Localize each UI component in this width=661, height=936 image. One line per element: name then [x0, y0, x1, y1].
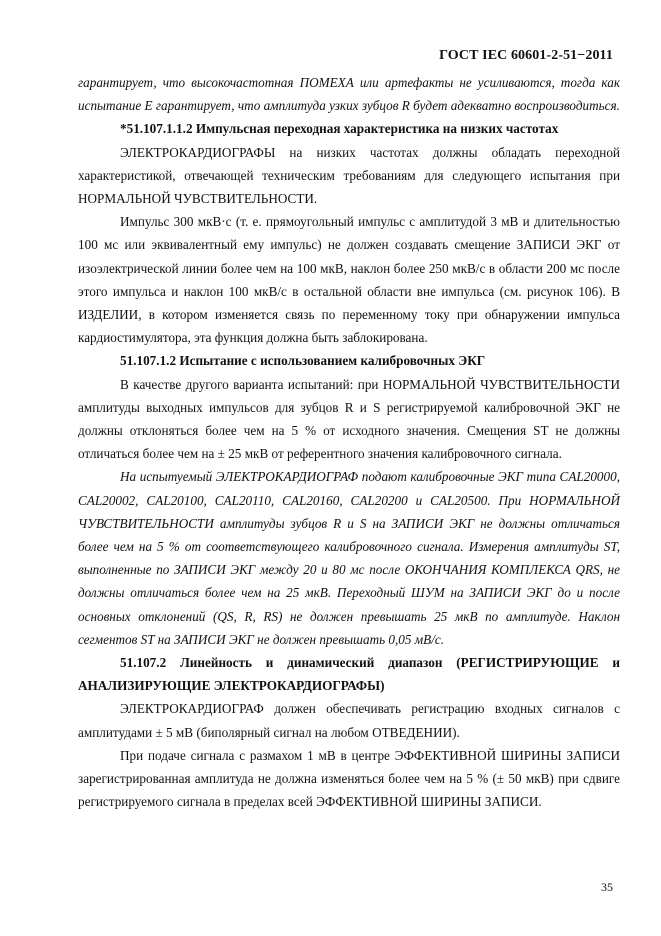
document-body [78, 71, 620, 814]
paragraph: При подаче сигнала с размахом 1 мВ в центре ЭФФЕКТИВНОЙ ШИРИНЫ ЗАПИСИ зарегистрированная амплитуда не должна изменяться более чем на 5 % (± 50 мкВ) при сдвиге регистрируемого сигнала в пределах всей ЭФФЕКТИВНОЙ ШИРИНЫ ЗАПИСИ. [78, 747, 620, 810]
paragraph: В качестве другого варианта испытаний: при НОРМАЛЬНОЙ ЧУВСТВИТЕЛЬНОСТИ амплитуды выходных импульсов для зубцов R и S регистрируемой калибровочной ЭКГ не должны отклоняться более чем на 5 % от исходного значения. Смещения ST не должны отличаться более чем на ± 25 мкВ от референтного значения калибровочного сигнала. [78, 376, 620, 462]
document-header-title: ГОСТ IEC 60601-2-51−2011 [439, 48, 613, 63]
paragraph: ЭЛЕКТРОКАРДИОГРАФ должен обеспечивать регистрацию входных сигналов с амплитудами ± 5 мВ (биполярный сигнал на любом ОТВЕДЕНИИ). [78, 701, 620, 740]
section-heading-51-107-2: 51.107.2 Линейность и динамический диапазон (РЕГИСТРИРУЮЩИЕ и АНАЛИЗИРУЮЩИЕ ЭЛЕКТРОКАРДИОГРАФЫ) [78, 655, 620, 694]
paragraph-test-method: На испытуемый ЭЛЕКТРОКАРДИОГРАФ подают калибровочные ЭКГ типа CAL20000, CAL20002, CAL20100, CAL20110, CAL20160, CAL20200 и CAL20500. При НОРМАЛЬНОЙ ЧУВСТВИТЕЛЬНОСТИ амплитуды зубцов R и S на ЗАПИСИ ЭКГ не должны отличаться более чем на 5 % от соответствующего калибровочного сигнала. Измерения амплитуды ST, выполненные по ЗАПИСИ ЭКГ между 20 и 80 мс после ОКОНЧАНИЯ КОМПЛЕКСА QRS, не должны отличаться более чем на 25 мкВ. Переходный ШУМ на ЗАПИСИ ЭКГ до и после основных отклонений (QS, R, RS) не должен превышать 25 мкВ по амплитуде. Наклон сегментов ST на ЗАПИСИ ЭКГ не должен превышать 0,05 мВ/с. [78, 469, 620, 647]
paragraph: Импульс 300 мкВ·с (т. е. прямоугольный импульс с амплитудой 3 мВ и длительностью 100 мс или эквивалентный ему импульс) не должен создавать смещение ЗАПИСИ ЭКГ от изоэлектрической линии более чем на 100 мкВ, наклон более 250 мкВ/с в области 200 мс после этого импульса и наклон 100 мкВ/с в остальной области вне импульса (см. рисунок 106). В ИЗДЕЛИИ, в котором изменяется связь по переменному току при обнаружении импульса кардиостимулятора, эта функция должна быть заблокирована. [78, 214, 620, 346]
paragraph-continuation: гарантирует, что высокочастотная ПОМЕХА или артефакты не усиливаются, тогда как испытание Е гарантирует, что амплитуда узких зубцов R будет адекватно воспроизводиться. [78, 75, 620, 114]
section-heading-51-107-1-1-2: *51.107.1.1.2 Импульсная переходная характеристика на низких частотах [120, 121, 559, 137]
page-number: 35 [601, 880, 613, 894]
section-heading-51-107-1-2: 51.107.1.2 Испытание с использованием калибровочных ЭКГ [120, 353, 486, 369]
paragraph: ЭЛЕКТРОКАРДИОГРАФЫ на низких частотах должны обладать переходной характеристикой, отвечающей техническим требованиям для следующего испытания при НОРМАЛЬНОЙ ЧУВСТВИТЕЛЬНОСТИ. [78, 144, 620, 207]
